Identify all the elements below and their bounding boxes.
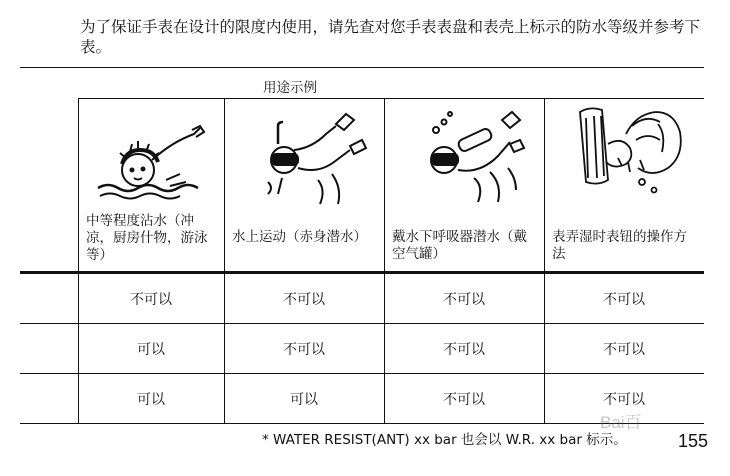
scuba-diver-icon bbox=[420, 108, 530, 208]
column-label-wet-crown: 表弄湿时表钮的操作方法 bbox=[552, 229, 687, 262]
column-label-scuba-diving: 戴水下呼吸器潜水（戴空气罐） bbox=[392, 229, 527, 262]
table-cell: 可以 bbox=[137, 392, 165, 408]
table-cell: 不可以 bbox=[603, 342, 645, 358]
snorkeler-icon bbox=[258, 108, 368, 208]
watermark-text: Bai百 bbox=[600, 413, 642, 432]
wet-crown-icon bbox=[570, 104, 685, 208]
column-divider bbox=[384, 98, 385, 424]
table-cell: 不可以 bbox=[443, 292, 485, 308]
table-cell: 可以 bbox=[137, 342, 165, 358]
column-label-moderate-water: 中等程度沾水（冲凉，厨房什物，游泳等） bbox=[86, 213, 208, 263]
row-divider bbox=[20, 323, 704, 324]
column-divider bbox=[224, 98, 225, 424]
uses-header-border bbox=[78, 98, 704, 99]
table-cell: 不可以 bbox=[603, 392, 645, 408]
table-top-border bbox=[20, 67, 704, 68]
table-cell: 可以 bbox=[290, 392, 318, 408]
table-cell: 不可以 bbox=[130, 292, 172, 308]
page-number: 155 bbox=[677, 431, 708, 451]
row-divider bbox=[20, 373, 704, 374]
intro-text: 为了保证手表在设计的限度内使用，请先查对您手表表盘和表壳上标示的防水等级并参考下表。 bbox=[80, 18, 701, 56]
table-cell: 不可以 bbox=[283, 292, 325, 308]
uses-header: 用途示例 bbox=[263, 80, 317, 96]
table-cell: 不可以 bbox=[443, 342, 485, 358]
swimmer-icon bbox=[96, 108, 214, 208]
table-cell: 不可以 bbox=[443, 392, 485, 408]
column-divider bbox=[544, 98, 545, 424]
table-cell: 不可以 bbox=[283, 342, 325, 358]
column-divider bbox=[78, 98, 79, 424]
table-cell: 不可以 bbox=[603, 292, 645, 308]
footnote: * WATER RESIST(ANT) xx bar 也会以 W.R. xx bar 标示。 bbox=[262, 432, 627, 448]
column-label-skin-diving: 水上运动（赤身潜水） bbox=[232, 229, 367, 245]
header-bottom-border bbox=[20, 271, 704, 274]
